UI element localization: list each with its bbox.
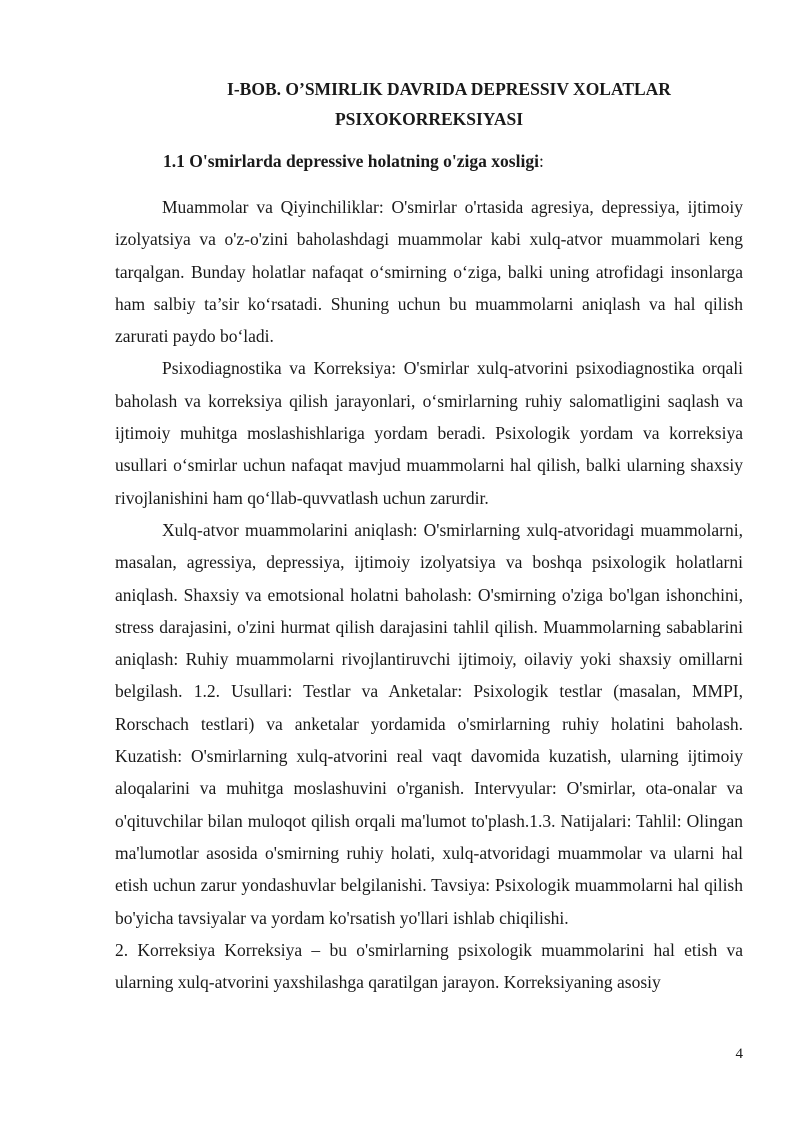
paragraph-correction: 2. Korreksiya Korreksiya – bu o'smirlarning psixologik muammolarini hal etish va ularning xulq-atvorini yaxshilashga qaratilgan jarayon. Korreksiyaning asosiy <box>115 939 743 993</box>
paragraph-problems: Muammolar va Qiyinchiliklar: O'smirlar o'rtasida agresiya, depressiya, ijtimoiy izolyatsiya va o'z-o'zini baholashdagi muammolar kabi xulq-atvor muammolari keng tarqalgan. Bunday holatlar nafaqat o‘smirning o‘ziga, balki uning atrofidagi insonlarga ham salbiy ta’sir ko‘rsatadi. Shuning uchun bu muammolarni aniqlash va hal qilish zarurati paydo bo‘ladi. <box>115 197 743 347</box>
section-heading <box>163 146 544 176</box>
paragraph-behavior-problems: Xulq-atvor muammolarini aniqlash: O'smirlarning xulq-atvoridagi muammolarni, masalan, agressiya, depressiya, ijtimoiy izolyatsiya va boshqa psixologik holatlarni aniqlash. Shaxsiy va emotsional holatni baholash: O'smirning o'ziga bo'lgan ishonchini, stress darajasini, o'zini hurmat qilish darajasini tahlil qilish. Muammolarning sabablarini aniqlash: Ruhiy muammolarni rivojlantiruvchi ijtimoiy, oilaviy yoki shaxsiy omillarni belgilash. 1.2. Usullari: Testlar va Anketalar: Psixologik testlar (masalan, MMPI, Rorschach testlari) va anketalar yordamida o'smirlarning ruhiy holatini baholash. Kuzatish: O'smirlarning xulq-atvorini real vaqt davomida kuzatish, ularning ijtimoiy aloqalarini va muhitga moslashuvini o'rganish. Intervyular: O'smirlar, ota-onalar va o'qituvchilar bilan muloqot qilish orqali ma'lumot to'plash.1.3. Natijalari: Tahlil: Olingan ma'lumotlar asosida o'smirning ruhiy holati, xulq-atvoridagi muammolar va ularni hal etish uchun zarur yondashuvlar belgilanishi. Tavsiya: Psixologik muammolarni hal qilish bo'yicha tavsiyalar va yordam ko'rsatish yo'llari ishlab chiqilishi. <box>115 519 743 928</box>
page-number: 4 <box>735 1046 743 1062</box>
section-heading-colon: : <box>538 151 544 171</box>
body-text <box>115 191 743 998</box>
paragraph-psychodiagnostics: Psixodiagnostika va Korreksiya: O'smirlar xulq-atvorini psixodiagnostika orqali baholash va korreksiya qilish jarayonlari, o‘smirlarning ruhiy salomatligini saqlash va ijtimoiy muhitga moslashishlariga yordam beradi. Psixologik yordam va korreksiya usullari o‘smirlar uchun nafaqat mavjud muammolarni hal qilish, balki ularning shaxsiy rivojlanishini ham qo‘llab-quvvatlash uchun zarurdir. <box>115 358 743 508</box>
section-heading-text: 1.1 O'smirlarda depressive holatning o'ziga xosligi <box>163 151 539 171</box>
chapter-title: I-BOB. O’SMIRLIK DAVRIDA DEPRESSIV XOLATLAR PSIXOKORREKSIYASI <box>227 79 671 129</box>
